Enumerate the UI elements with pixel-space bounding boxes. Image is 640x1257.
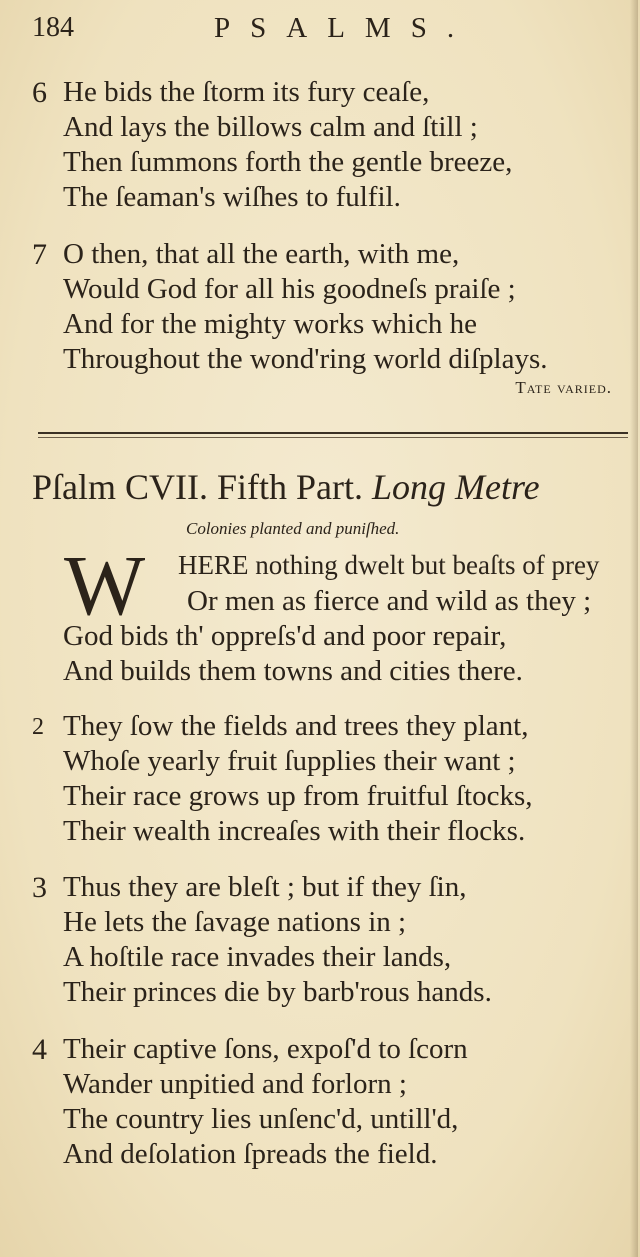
verse-line: He lets the ſavage nations in ; <box>63 906 407 938</box>
stanza-number: 2 <box>32 714 44 740</box>
verse-line: Or men as fierce and wild as they ; <box>187 585 592 617</box>
verse-line: Throughout the wond'ring world diſplays. <box>63 343 548 375</box>
section-rule-thin <box>38 437 628 438</box>
verse-line: O then, that all the earth, with me, <box>63 238 460 270</box>
psalm-title-metre: Long Metre <box>372 467 540 507</box>
verse-line: Thus they are bleſt ; but if they ſin, <box>63 871 467 903</box>
verse-line: HERE nothing dwelt but beaſts of prey <box>178 550 600 580</box>
verse-line: Would God for all his goodneſs praiſe ; <box>63 273 516 305</box>
verse-line: Their princes die by barb'rous hands. <box>63 976 492 1008</box>
verse-line: Their race grows up from fruitful ſtocks, <box>63 780 533 812</box>
psalm-subtitle: Colonies planted and puniſhed. <box>186 519 400 538</box>
running-head: PSALMS. <box>214 12 475 44</box>
verse-line: And deſolation ſpreads the field. <box>63 1138 438 1170</box>
stanza-number: 3 <box>32 871 47 904</box>
stanza-number: 7 <box>32 238 47 271</box>
verse-line: The ſeaman's wiſhes to fulfil. <box>63 181 401 213</box>
page-edge-shadow <box>630 0 638 1257</box>
stanza-number: 4 <box>32 1033 47 1066</box>
verse-line: Their wealth increaſes with their flocks. <box>63 815 526 847</box>
verse-line: Wander unpitied and forlorn ; <box>63 1068 407 1100</box>
psalm-title <box>32 466 540 508</box>
verse-line: Then ſummons forth the gentle breeze, <box>63 146 513 178</box>
verse-line: Their captive ſons, expoſ'd to ſcorn <box>63 1033 468 1065</box>
page-number: 184 <box>32 12 74 43</box>
verse-line: A hoſtile race invades their lands, <box>63 941 452 973</box>
verse-line: They ſow the fields and trees they plant, <box>63 710 529 742</box>
page-header <box>32 12 532 52</box>
attribution: Tate varied. <box>515 378 612 397</box>
stanza-number: 6 <box>32 76 47 109</box>
section-rule <box>38 432 628 434</box>
verse-line: And builds them towns and cities there. <box>63 655 523 687</box>
drop-cap: W <box>64 537 146 633</box>
verse-line: And lays the billows calm and ſtill ; <box>63 111 478 143</box>
verse-line: The country lies unſenc'd, untill'd, <box>63 1103 459 1135</box>
verse-line: God bids th' oppreſs'd and poor repair, <box>63 620 507 652</box>
psalm-title-main: Pſalm CVII. Fifth Part. <box>32 467 363 507</box>
verse-line: And for the mighty works which he <box>63 308 477 340</box>
verse-line: Whoſe yearly fruit ſupplies their want ; <box>63 745 516 777</box>
verse-line: He bids the ſtorm its fury ceaſe, <box>63 76 430 108</box>
